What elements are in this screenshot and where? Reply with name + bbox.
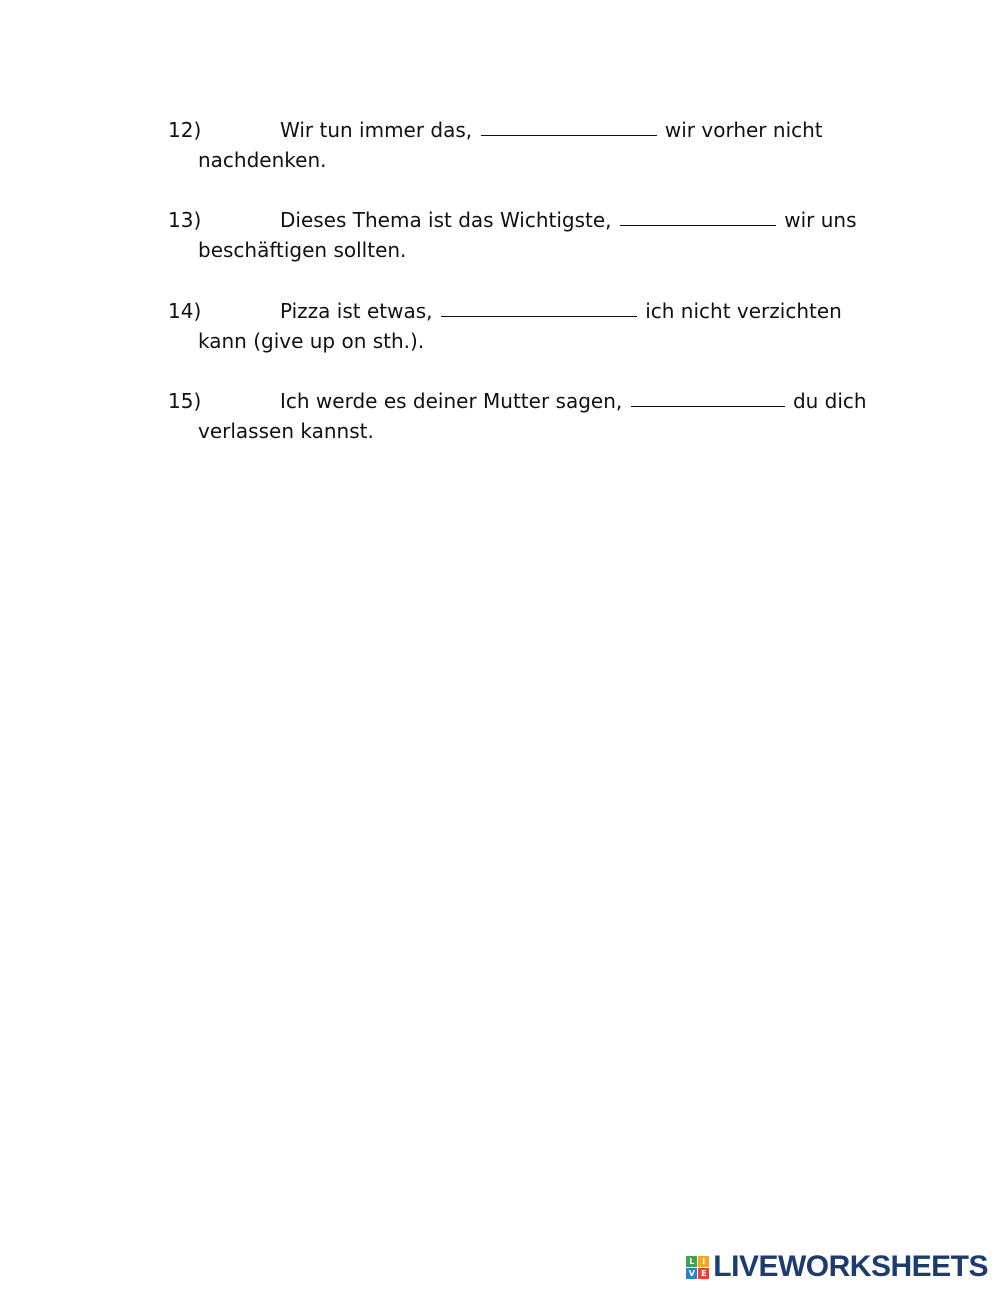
question-text-after: wir uns [784,208,857,232]
logo-mark-letter: I [698,1256,709,1267]
question-15 [168,386,868,446]
question-text-after: du dich [792,389,867,413]
question-number: 13) [168,208,202,232]
answer-blank-15[interactable] [631,386,785,407]
answer-blank-13[interactable] [620,205,776,226]
question-text-before: Pizza ist etwas, [280,299,433,323]
question-number: 14) [168,299,202,323]
question-continuation: verlassen kannst. [198,419,374,443]
question-14 [168,296,868,356]
logo-mark-letter: L [686,1256,697,1267]
question-continuation: nachdenken. [198,148,327,172]
question-13 [168,205,868,265]
logo-mark-letter: E [698,1268,709,1279]
question-text-before: Dieses Thema ist das Wichtigste, [280,208,612,232]
liveworksheets-mark-icon [686,1256,709,1279]
question-number: 12) [168,118,202,142]
answer-blank-12[interactable] [481,115,657,136]
question-text-before: Wir tun immer das, [280,118,473,142]
answer-blank-14[interactable] [441,296,637,317]
question-continuation: beschäftigen sollten. [198,238,407,262]
question-text-before: Ich werde es deiner Mutter sagen, [280,389,623,413]
logo-wordmark: LIVEWORKSHEETS [713,1250,988,1283]
question-text-after: wir vorher nicht [664,118,823,142]
question-continuation: kann (give up on sth.). [198,329,425,353]
logo-mark-letter: V [686,1268,697,1279]
question-text-after: ich nicht verzichten [645,299,842,323]
question-number: 15) [168,389,202,413]
question-12 [168,115,868,175]
liveworksheets-logo [686,1252,988,1282]
